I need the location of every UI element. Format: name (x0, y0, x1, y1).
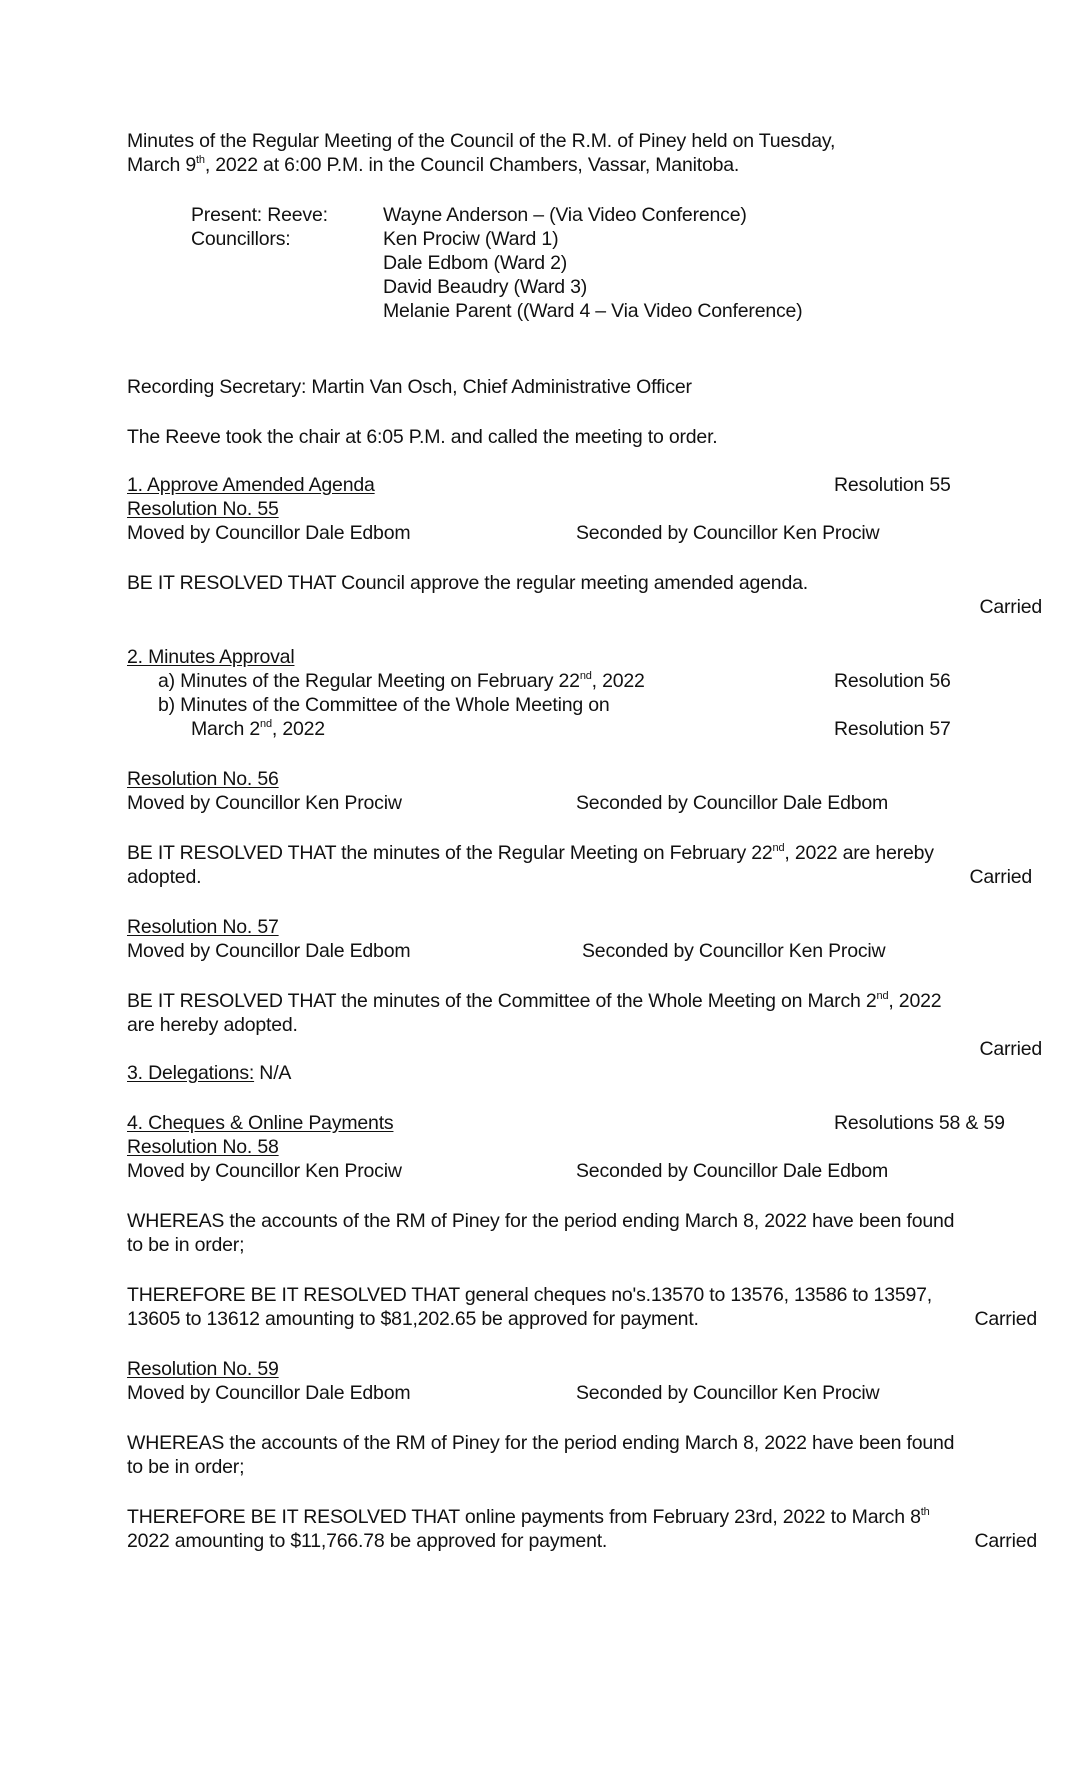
attendee-ward-2: Dale Edbom (Ward 2) (383, 252, 568, 274)
intro-line-2: March 9th, 2022 at 6:00 P.M. in the Council Chambers, Vassar, Manitoba. (127, 154, 740, 176)
resolution-55-body: BE IT RESOLVED THAT Council approve the regular meeting amended agenda. (127, 572, 808, 594)
resolution-56-body-1: BE IT RESOLVED THAT the minutes of the Regular Meeting on February 22nd, 2022 are hereby (127, 842, 934, 864)
resolution-57-carried: Carried (979, 1038, 1042, 1060)
section-2-item-b-line-2: March 2nd, 2022 (191, 718, 325, 740)
resolution-59-body-1: THEREFORE BE IT RESOLVED THAT online payments from February 23rd, 2022 to March 8th (127, 1506, 930, 1528)
resolution-56-carried: Carried (969, 866, 1032, 888)
resolution-55-moved: Moved by Councillor Dale Edbom (127, 522, 411, 544)
resolution-59-seconded: Seconded by Councillor Ken Prociw (576, 1382, 880, 1404)
resolution-58-body-2: 13605 to 13612 amounting to $81,202.65 be approved for payment. (127, 1308, 699, 1330)
resolution-56-body-2: adopted. (127, 866, 202, 888)
attendee-reeve: Wayne Anderson – (Via Video Conference) (383, 204, 747, 226)
resolution-55-label: Resolution No. 55 (127, 498, 279, 520)
resolution-55-seconded: Seconded by Councillor Ken Prociw (576, 522, 880, 544)
resolution-59-label: Resolution No. 59 (127, 1358, 279, 1380)
section-2-item-b-ref: Resolution 57 (834, 718, 951, 740)
resolution-57-label: Resolution No. 57 (127, 916, 279, 938)
attendee-ward-4: Melanie Parent ((Ward 4 – Via Video Conference) (383, 300, 803, 322)
councillors-label: Councillors: (191, 228, 291, 250)
resolution-57-moved: Moved by Councillor Dale Edbom (127, 940, 411, 962)
section-3-delegations: 3. Delegations: N/A (127, 1062, 292, 1084)
section-2-item-a: a) Minutes of the Regular Meeting on February 22nd, 2022 (158, 670, 645, 692)
section-2-item-a-ref: Resolution 56 (834, 670, 951, 692)
resolution-56-moved: Moved by Councillor Ken Prociw (127, 792, 402, 814)
section-1-ref: Resolution 55 (834, 474, 951, 496)
attendee-ward-1: Ken Prociw (Ward 1) (383, 228, 559, 250)
resolution-58-whereas-2: to be in order; (127, 1234, 245, 1256)
resolution-58-moved: Moved by Councillor Ken Prociw (127, 1160, 402, 1182)
resolution-57-body-2: are hereby adopted. (127, 1014, 298, 1036)
section-2-heading: 2. Minutes Approval (127, 646, 295, 668)
resolution-58-body-1: THEREFORE BE IT RESOLVED THAT general cheques no's.13570 to 13576, 13586 to 13597, (127, 1284, 932, 1306)
resolution-57-body-1: BE IT RESOLVED THAT the minutes of the Committee of the Whole Meeting on March 2nd, 2022 (127, 990, 942, 1012)
resolution-59-moved: Moved by Councillor Dale Edbom (127, 1382, 411, 1404)
resolution-59-body-2: 2022 amounting to $11,766.78 be approved for payment. (127, 1530, 608, 1552)
section-1-heading: 1. Approve Amended Agenda (127, 474, 375, 496)
recording-secretary: Recording Secretary: Martin Van Osch, Chief Administrative Officer (127, 376, 692, 398)
present-reeve-label: Present: Reeve: (191, 204, 328, 226)
intro-line-1: Minutes of the Regular Meeting of the Council of the R.M. of Piney held on Tuesday, (127, 130, 836, 152)
resolution-59-whereas-1: WHEREAS the accounts of the RM of Piney for the period ending March 8, 2022 have been found (127, 1432, 955, 1454)
resolution-58-whereas-1: WHEREAS the accounts of the RM of Piney for the period ending March 8, 2022 have been found (127, 1210, 955, 1232)
resolution-56-label: Resolution No. 56 (127, 768, 279, 790)
resolution-59-carried: Carried (974, 1530, 1037, 1552)
resolution-58-carried: Carried (974, 1308, 1037, 1330)
resolution-58-label: Resolution No. 58 (127, 1136, 279, 1158)
resolution-57-seconded: Seconded by Councillor Ken Prociw (582, 940, 886, 962)
resolution-55-carried: Carried (979, 596, 1042, 618)
section-4-heading: 4. Cheques & Online Payments (127, 1112, 394, 1134)
section-4-ref: Resolutions 58 & 59 (834, 1112, 1005, 1134)
attendee-ward-3: David Beaudry (Ward 3) (383, 276, 588, 298)
resolution-59-whereas-2: to be in order; (127, 1456, 245, 1478)
section-2-item-b-line-1: b) Minutes of the Committee of the Whole Meeting on (158, 694, 610, 716)
resolution-56-seconded: Seconded by Councillor Dale Edbom (576, 792, 889, 814)
call-to-order: The Reeve took the chair at 6:05 P.M. and called the meeting to order. (127, 426, 718, 448)
resolution-58-seconded: Seconded by Councillor Dale Edbom (576, 1160, 889, 1182)
